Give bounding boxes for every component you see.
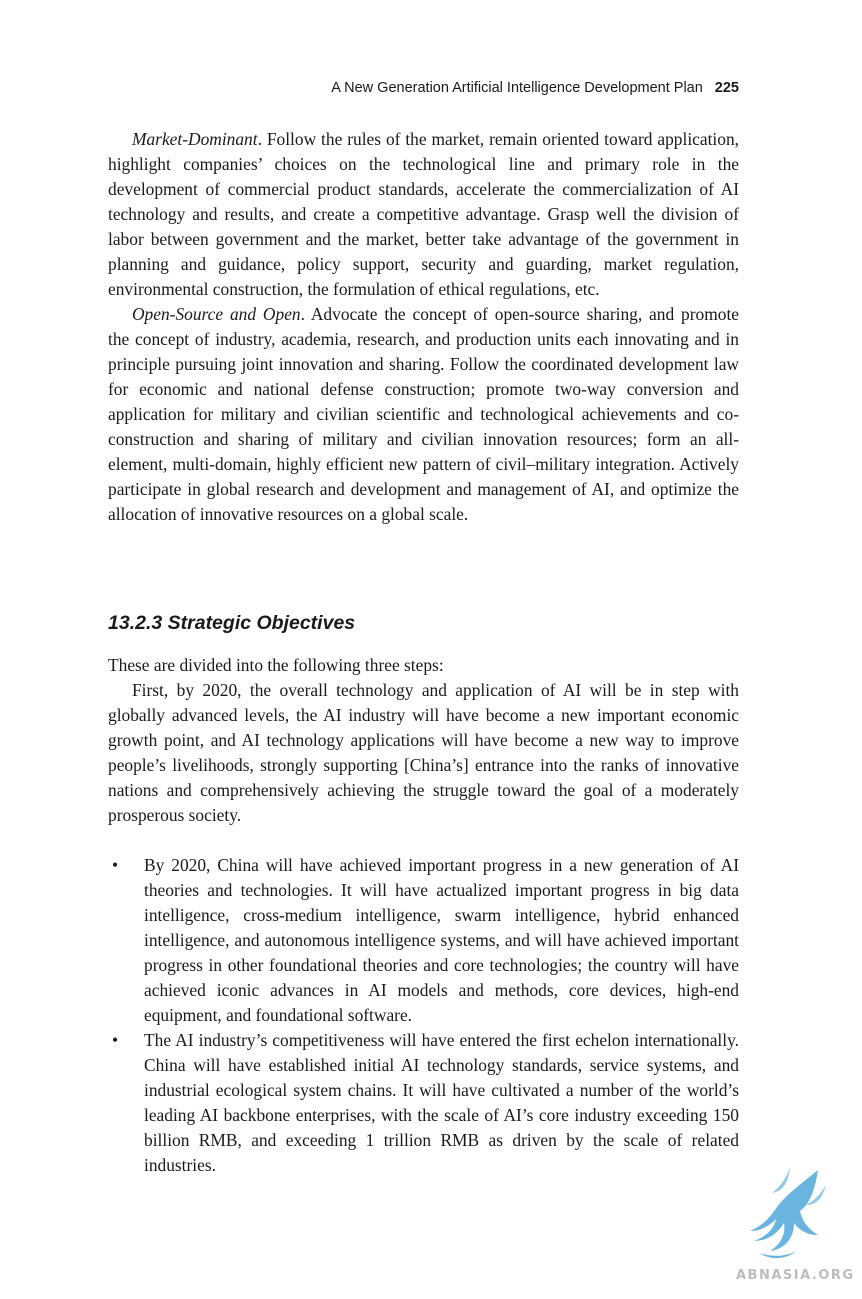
bullet-marker: •: [112, 855, 119, 875]
watermark-text: ABNASIA.ORG: [736, 1268, 855, 1283]
bullet-marker: •: [112, 1030, 119, 1050]
list-item: [108, 1028, 739, 1178]
paragraph-text: . Advocate the concept of open-source sharing, and promote the concept of industry, academia, research, and production units each innovating and in principle pursuing joint innovation and sharing. Follow the coordinated development law for economic and national defense construction; promote two-way conversion and application for military and civilian scientific and technological achievements and co-construction and sharing of military and civilian innovation resources; form an all-element, multi-domain, highly efficient new pattern of civil–military integration. Actively participate in global research and development and management of AI, and optimize the allocation of innovative resources on a global scale.: [108, 304, 739, 524]
running-title: A New Generation Artificial Intelligence Development Plan: [331, 80, 703, 96]
phoenix-logo-icon: [730, 1165, 830, 1265]
page-number: 225: [714, 80, 739, 96]
running-head: [108, 80, 739, 96]
body-block-2: [108, 653, 739, 828]
objectives-list: [108, 853, 739, 1178]
paragraph-market-dominant: [108, 127, 739, 302]
list-item: [108, 853, 739, 1028]
body-block-1: [108, 127, 739, 527]
section-intro: These are divided into the following three steps:: [108, 655, 444, 675]
paragraph-text: . Follow the rules of the market, remain oriented toward application, highlight companies’ choices on the technological line and primary role in the development of commercial product standards, accelerate the commercialization of AI technology and results, and create a competitive advantage. Grasp well the division of labor between government and the market, better take advantage of the government in planning and guidance, policy support, security and guarding, market regulation, environmental construction, the formulation of ethical regulations, etc.: [108, 129, 739, 299]
list-item-text: The AI industry’s competitiveness will have entered the first echelon internationally. China will have established initial AI technology standards, service systems, and industrial ecological system chains. It will have cultivated a number of the world’s leading AI backbone enterprises, with the scale of AI’s core industry exceeding 150 billion RMB, and exceeding 1 trillion RMB as driven by the scale of related industries.: [144, 1030, 739, 1175]
paragraph-open-source: [108, 302, 739, 527]
section-heading: 13.2.3 Strategic Objectives: [108, 612, 356, 634]
paragraph-lead: Market-Dominant: [132, 129, 258, 149]
list-item-text: By 2020, China will have achieved important progress in a new generation of AI theories and technologies. It will have actualized important progress in big data intelligence, cross-medium intelligence, swarm intelligence, hybrid enhanced intelligence, and autonomous intelligence systems, and will have achieved important progress in other foundational theories and core technologies; the country will have achieved iconic advances in AI models and methods, core devices, high-end equipment, and foundational software.: [144, 855, 739, 1025]
paragraph-lead: Open-Source and Open: [132, 304, 301, 324]
paragraph-first-step: First, by 2020, the overall technology and application of AI will be in step with globally advanced levels, the AI industry will have become a new important economic growth point, and AI technology applications will have become a new way to improve people’s livelihoods, strongly supporting [China’s] entrance into the ranks of innovative nations and comprehensively achieving the struggle toward the goal of a moderately prosperous society.: [108, 680, 739, 825]
